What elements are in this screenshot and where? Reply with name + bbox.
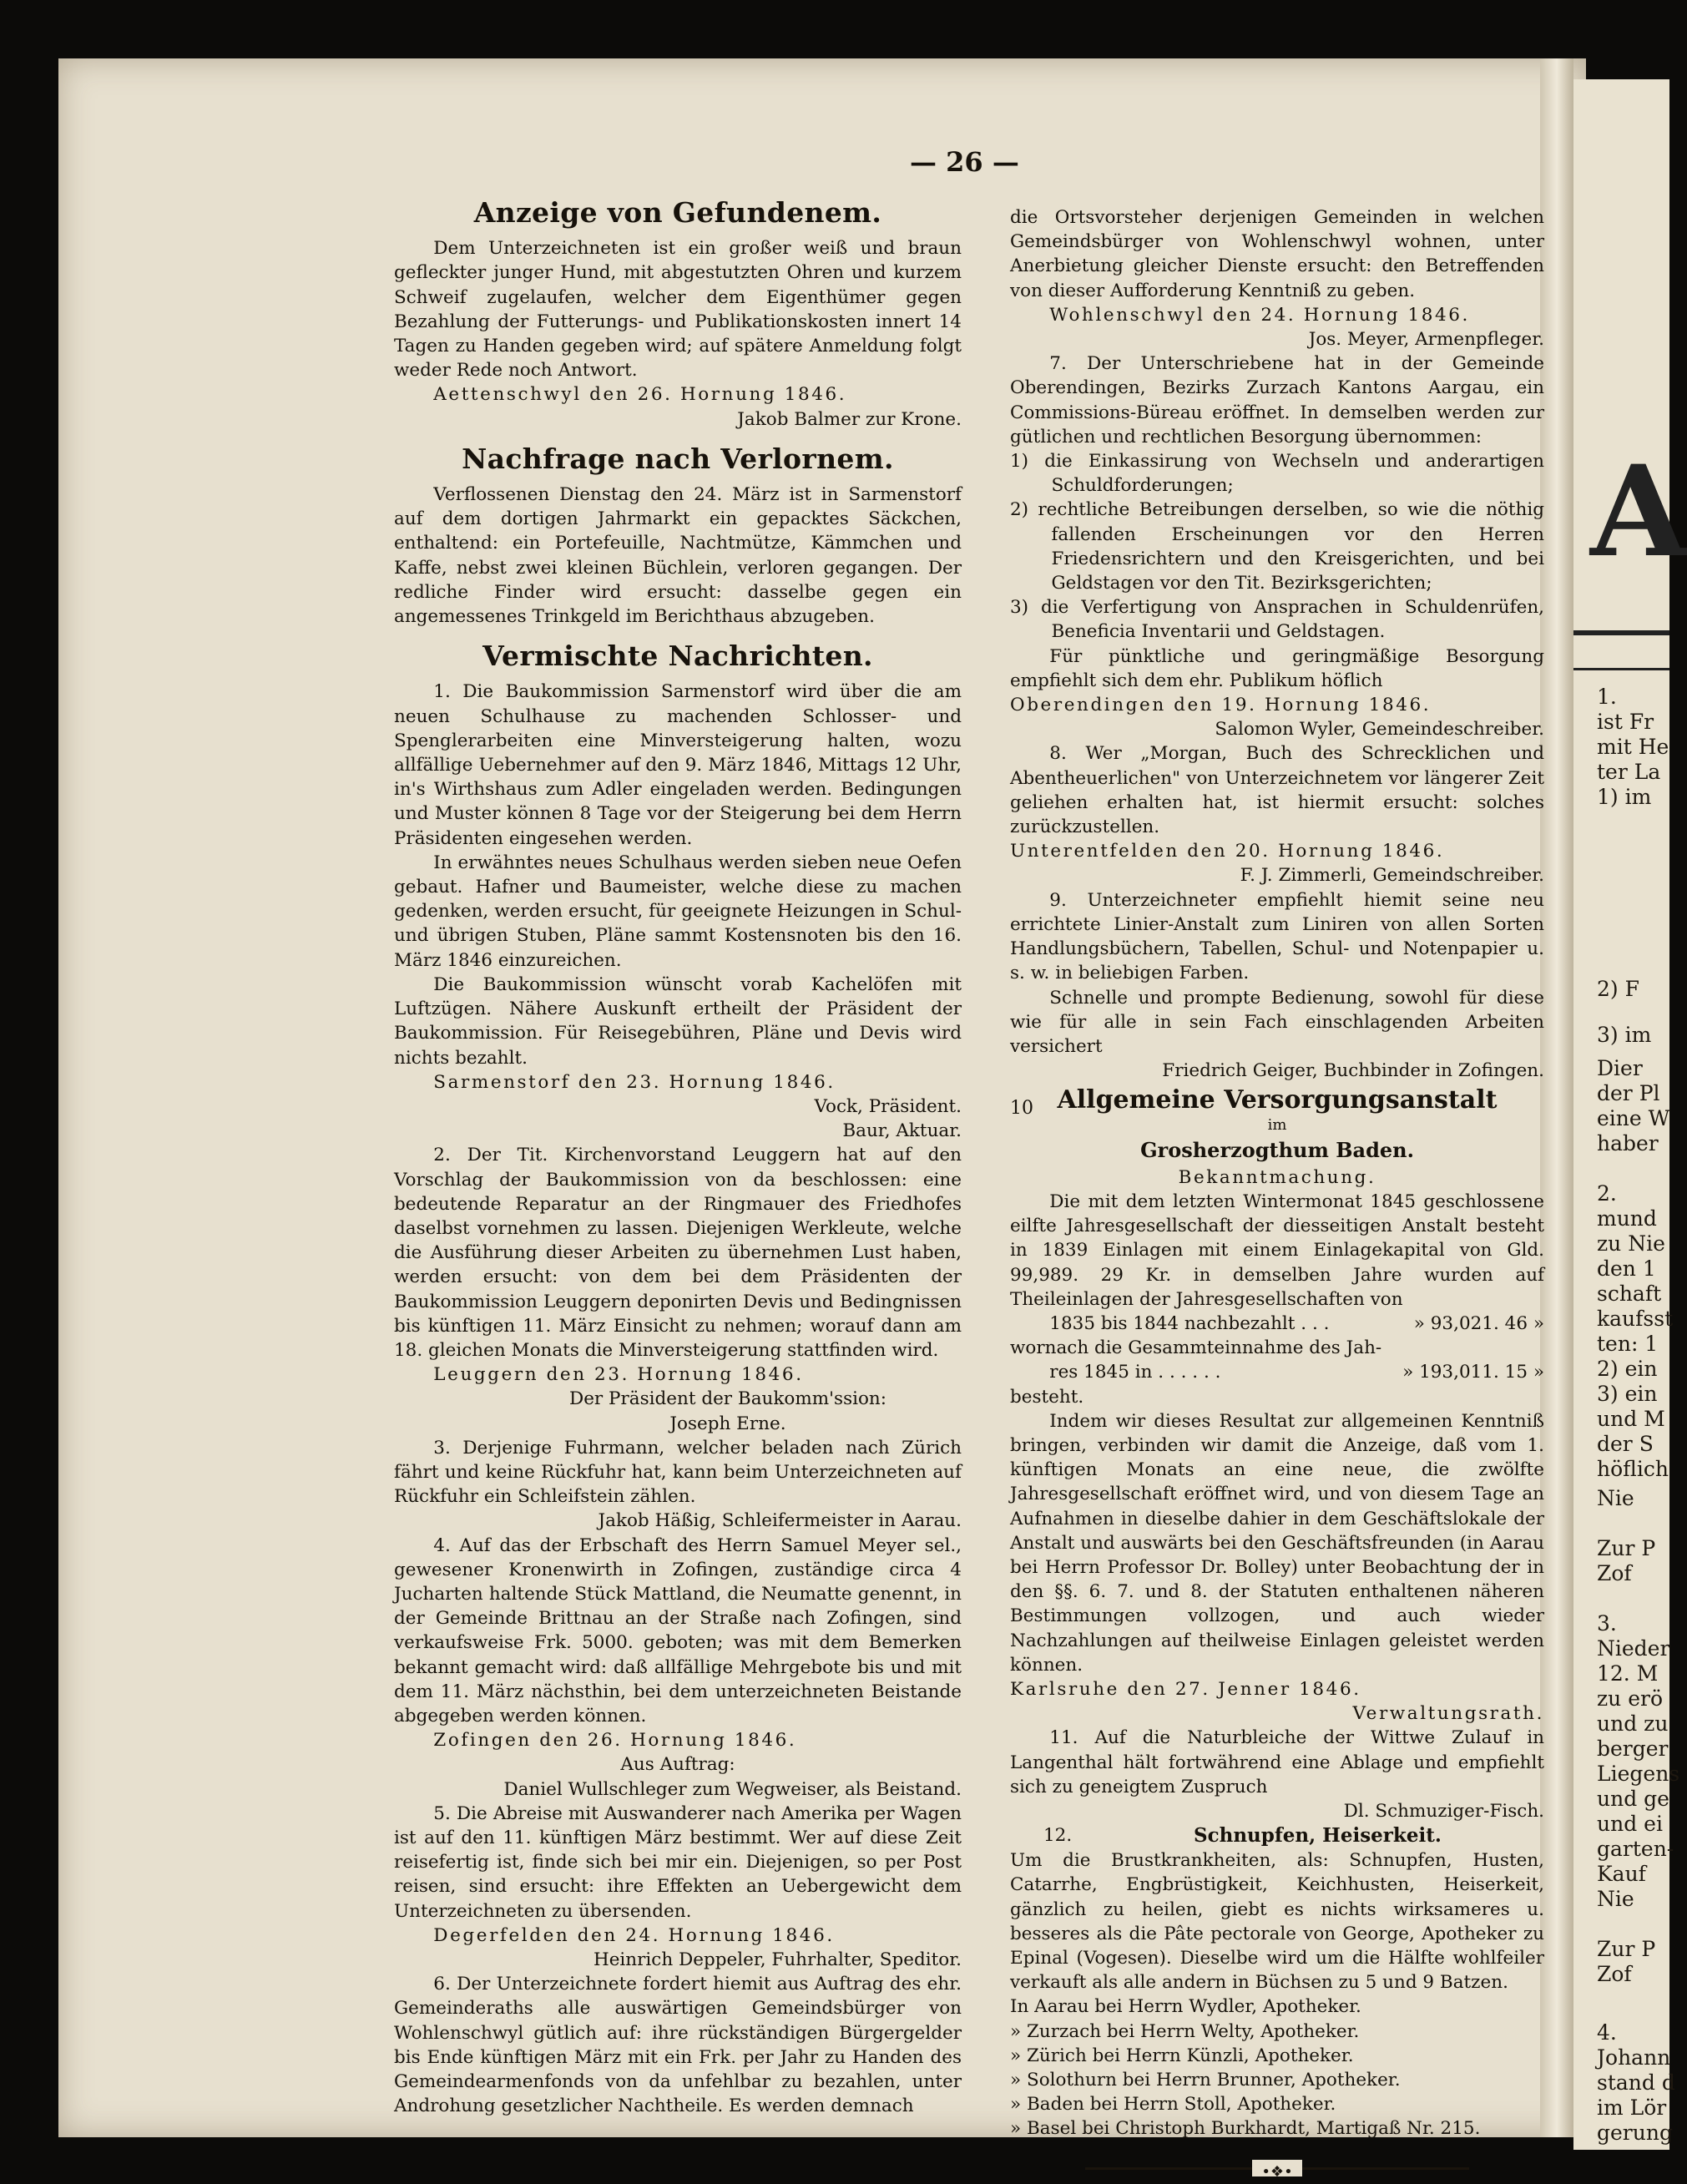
next-page-fragment: im Lör [1597,2096,1667,2120]
verloren-text: Verflossenen Dienstag den 24. März ist in Sarmenstorf auf dem dortigen Jahrmarkt ein gepacktes Säckchen, enthaltend: ein Portefeuille, Nachtmütze, Kämmchen und Kaffe, nebst zwei kleinen Büchlein, verloren gegangen. Der redliche Finder wird ersucht: dasselbe gegen ein angemessenes Trinkgeld im Berichthaus abzugeben. [394,484,962,628]
notice-7-place: Oberendingen den 19. Hornung 1846. [1010,695,1432,716]
next-page-fragment: ist Fr [1597,710,1654,734]
notice-3: 3. Derjenige Fuhrmann, welcher beladen nach Zürich fährt und keine Rückfuhr hat, kann beim Unterzeichneten auf Rückfuhr ein Schleifstein zählen. [394,1437,962,1508]
heading-verloren: Nachfrage nach Verlornem. [462,442,894,475]
notice-12-header [1010,1823,1544,1848]
next-page-fragment: zu erö [1597,1686,1664,1711]
next-page-fragment: Nie [1597,1486,1634,1510]
notice-4-auftrag: Aus Auftrag: [620,1754,735,1776]
notice-12-dealer-3: » Zürich bei Herrn Künzli, Apotheker. [1010,2045,1354,2066]
notice-4: 4. Auf das der Erbschaft des Herrn Samuel Meyer sel., gewesener Kronenwirth in Zofingen, zuständige circa 4 Jucharten haltende Stück Mattland, die Neumatte genennt, in der Gemeinde Brittnau an der Straße nach Zofingen, sind verkaufsweise Frk. 5000. geboten; was mit dem Bemerken bekannt gemacht wird: daß allfällige Mehrgebote bis und mit dem 11. März nächsthin, bei dem unterzeichneten Beistande abgegeben werden können. [394,1534,962,1726]
right-column [1010,205,1544,2181]
notice-5-sig: Heinrich Deppeler, Fuhrhalter, Speditor. [593,1949,962,1971]
notice-12-dealer-6: » Basel bei Christoph Burkhardt, Martigaß Nr. 215. [1010,2118,1481,2140]
next-page-fragment: zu Nie [1597,1231,1665,1256]
next-page-fragment: höflich [1597,1457,1669,1481]
notice-12-dealer-2: » Zurzach bei Herrn Welty, Apotheker. [1010,2020,1360,2042]
notice-2-place: Leuggern den 23. Hornung 1846. [433,1364,804,1386]
notice-6-place: Wohlenschwyl den 24. Hornung 1846. [1049,304,1470,326]
notice-5: 5. Die Abreise mit Auswanderer nach Amerika per Wagen ist auf den 11. künftigen März bestimmt. Wer auf diese Zeit reisefertig ist, finde sich bei mir ein. Diejenigen, so per Post reisen, sind ersucht: ihre Effekten an Uebergewicht dem Unterzeichneten zu übersenden. [394,1802,962,1922]
next-page-fragment: mund [1597,1206,1657,1231]
notice-2-sig-title: Der Präsident der Baukomm'ssion: [568,1388,887,1410]
notice-10-number: 10 [1010,1098,1033,1120]
notice-8: 8. Wer „Morgan, Buch des Schrecklichen und Abentheuerlichen" von Unterzeichnetem vor längerer Zeit geliehen erhalten hat, ist hiermit ersucht: solches zurückzustellen. [1010,743,1544,838]
next-page-fragment: der S [1597,1432,1654,1456]
next-page-fragment: und M [1597,1407,1665,1431]
notice-9-sig: Friedrich Geiger, Buchbinder in Zofingen. [1162,1060,1544,1082]
notice-11-sig: Dl. Schmuziger-Fisch. [1343,1801,1544,1822]
next-page-fragment: Nie [1597,1887,1634,1911]
next-page-fragment: Zof [1597,1561,1632,1585]
gefunden-place-date: Aettenschwyl den 26. Hornung 1846. [433,384,847,406]
page-number: — 26 — [910,146,1019,178]
next-page-initial-icon: A [1590,438,1687,585]
next-page-fragment: ter La [1597,760,1661,784]
end-ornament-knot-icon: •❖• [1252,2160,1302,2176]
notice-11: 11. Auf die Naturbleiche der Wittwe Zulauf in Langenthal hält fortwährend eine Ablage und empfiehlt sich zu geneigtem Zuspruch [1010,1727,1544,1797]
notice-7-sig: Salomon Wyler, Gemeindeschreiber. [1215,719,1544,741]
next-page-fragment: 1. [1597,685,1617,709]
next-page-fragment: Zur P [1597,1937,1656,1961]
next-page-fragment: 12. M [1597,1661,1659,1686]
next-page-fragment: Johann [1597,2045,1671,2070]
notice-4-sig: Daniel Wullschleger zum Wegweiser, als Beistand. [503,1778,962,1800]
next-page-fragment: eine W [1597,1106,1670,1130]
notice-6-sig: Jos. Meyer, Armenpfleger. [1308,329,1544,351]
next-page-fragment: ten: 1 [1597,1332,1659,1356]
notice-1-p3: Die Baukommission wünscht vorab Kachelöfen mit Luftzügen. Nähere Auskunft ertheilt der Präsident der Baukommission. Für Reisegebühren, Pläne und Devis wird nichts bezahlt. [394,973,962,1069]
next-page-fragment: gerung [1597,2121,1673,2145]
next-page-fragment: mit He [1597,735,1669,759]
next-page-fragment: Zur P [1597,1536,1656,1560]
next-page-fragment: der Pl [1597,1081,1660,1105]
notice-6: 6. Der Unterzeichnete fordert hiemit aus Auftrag des ehr. Gemeinderaths alle auswärtigen Gemeindsbürger von Wohlenschwyl gütlich auf: ihre rückständigen Bürgergelder bis Ende künftigen März mit ein Frk. per Jahr zu Handen des Gemeindearmenfonds von da unfehlbar zu bezahlen, unter Androhung gesetzlicher Nachtheile. Es werden demnach [394,1974,962,2117]
next-page-fragment: 2. [1597,1181,1617,1206]
notice-10-header [1010,1085,1544,1120]
next-page-fragment: und ei [1597,1812,1663,1836]
next-page-fragment: 2) ein [1597,1357,1658,1381]
next-page-fragment: Kauf [1597,1862,1646,1886]
notice-7-item-1: 1) die Einkassirung von Wechseln und anderartigen Schuldforderungen; [1010,451,1544,497]
notice-10-row-1-value: » 93,021. 46 » [1413,1312,1544,1334]
notice-12-dealer-5: » Baden bei Herrn Stoll, Apotheker. [1010,2094,1336,2116]
notice-2: 2. Der Tit. Kirchenvorstand Leuggern hat auf den Vorschlag der Baukommission von da beschlossen: eine bedeutende Reparatur an der Ringmauer des Friedhofes daselbst vornehmen zu lassen. Diejenigen Werkleute, welche die Ausführung dieser Arbeiten zu übernehmen Lust haben, werden ersucht: von dem bei dem Präsidenten der Baukommission Leuggern deponirten Devis und Bedingnissen bis künftigen 11. März Einsicht zu nehmen; worauf dann am 18. gleichen Monats die Minversteigerung stattfinden wird. [394,1145,962,1361]
next-page-fragment: schaft [1597,1282,1662,1306]
notice-10-row-2a: wornach die Gesammteinnahme des Jah- [1010,1337,1382,1359]
next-page-fragment: Dier [1597,1056,1643,1080]
notice-12-title: Schnupfen, Heiserkeit. [1194,1824,1442,1848]
end-ornament [1085,2160,1469,2181]
notice-1-p2: In erwähntes neues Schulhaus werden sieben neue Oefen gebaut. Hafner und Baumeister, welche diese zu machen gedenken, werden ersucht, für geeignete Heizungen in Schul- und übrigen Stuben, Pläne sammt Kostensnoten bis den 16. März 1846 einzureichen. [394,852,962,971]
next-page-fragment: 3) ein [1597,1382,1658,1406]
notice-10-p2: Indem wir dieses Resultat zur allgemeinen Kenntniß bringen, verbinden wir damit die Anzeige, daß vom 1. künftigen Monats an eine neue, die zwölfte Jahresgesellschaft eröffnet wird, und von diesem Tage an Aufnahmen in dieselbe dahier in dem Geschäftslokale der Anstalt und auswärts bei den Geschäftsfreunden (in Aarau bei Herrn Professor Dr. Bolley) unter Beobachtung der in den §§. 6. 7. und 8. der Statuten enthaltenen näheren Bestimmungen vollzogen, und auch wieder Nachzahlungen auf theilweise Einlagen geleistet werden können. [1010,1410,1544,1676]
next-page-fragment: den 1 [1597,1256,1656,1281]
next-page-fragment: stand d [1597,2070,1675,2095]
notice-4-place: Zofingen den 26. Hornung 1846. [433,1730,797,1752]
page-edge [1540,58,1573,2137]
notice-12-number: 12. [1043,1825,1073,1847]
notice-10-im: im [1267,1115,1287,1134]
next-page-fragment: garten- [1597,1837,1674,1861]
notice-2-sig-name: Joseph Erne. [669,1413,786,1434]
notice-7-tail: Für pünktliche und geringmäßige Besorgung empfiehlt sich dem ehr. Publikum höflich [1010,645,1544,691]
notice-10-row-2-label: res 1845 in . . . . . . [1049,1362,1221,1383]
next-page-fragment: und ge [1597,1787,1669,1811]
notice-10-subtitle: Grosherzogthum Baden. [1140,1137,1414,1162]
notice-10-row-1 [1010,1312,1544,1336]
notice-8-place: Unterentfelden den 20. Hornung 1846. [1010,841,1445,862]
notice-10-bekanntmachung: Bekanntmachung. [1178,1166,1376,1188]
next-page-fragment: berger [1597,1737,1669,1761]
notice-12-dealer-1: In Aarau bei Herrn Wydler, Apotheker. [1010,1996,1361,2018]
notice-10-place: Karlsruhe den 27. Jenner 1846. [1010,1678,1361,1700]
heading-gefunden: Anzeige von Gefundenem. [473,196,882,229]
notice-7-item-2: 2) rechtliche Betreibungen derselben, so wie die nöthig fallenden Erscheinungen vor den Herren Friedensrichtern und den Kreisgerichten, und bei Geldstagen vor den Tit. Bezirksgerichten; [1010,499,1544,594]
notice-12-text: Um die Brustkrankheiten, als: Schnupfen, Husten, Catarrhe, Engbrüstigkeit, Keichhusten, Heiserkeit, gänzlich zu heilen, giebt es nichts wirksameres u. besseres als die Pâte pectorale von George, Apotheker zu Epinal (Vogesen). Dieselbe wird um die Hälfte wohlfeiler verkauft als alle andern in Büchsen zu 5 und 9 Batzen. [1010,1850,1544,1994]
next-page-fragment: 4. [1597,2020,1617,2045]
notice-1-p1: 1. Die Baukommission Sarmenstorf wird über die am neuen Schulhause zu machenden Schlosser- und Spenglerarbeiten eine Minversteigerung halten, wozu allfällige Uebernehmer auf den 9. März 1846, Mittags 12 Uhr, in's Wirthshaus zum Adler eingeladen werden. Bedingungen und Muster können 8 Tage vor der Steigerung bei dem Herrn Präsidenten eingesehen werden. [394,681,962,849]
notice-1-sig-president: Vock, Präsident. [814,1095,962,1117]
notice-10-row-2-value: » 193,011. 15 » [1402,1362,1544,1383]
next-page-fragment: 1) im [1597,785,1652,809]
notice-9: 9. Unterzeichneter empfiehlt hiemit seine neu errichtete Linier-Anstalt zum Liniren von allen Sorten Handlungsbüchern, Tabellen, Schul- und Notenpapier u. s. w. in beliebigen Farben. [1010,889,1544,984]
left-column [394,194,962,2118]
notice-1-place: Sarmenstorf den 23. Hornung 1846. [433,1071,836,1093]
notice-12-dealer-4: » Solothurn bei Herrn Brunner, Apotheker. [1010,2070,1401,2091]
next-page-sliver [1573,79,1687,2150]
notice-5-place: Degerfelden den 24. Hornung 1846. [433,1924,835,1946]
notice-10-besteht: besteht. [1010,1386,1084,1408]
notice-10-p1: Die mit dem letzten Wintermonat 1845 geschlossene eilfte Jahresgesellschaft der diesseitigen Anstalt besteht in 1839 Einlagen mit einem Einlagekapital von Gld. 99,989. 29 Kr. in demselben Jahre wurden auf Theileinlagen der Jahresgesellschaften von [1010,1191,1544,1310]
notice-3-sig: Jakob Häßig, Schleifermeister in Aarau. [598,1510,962,1532]
next-page-fragment: haber [1597,1131,1659,1155]
next-page-fragment: kaufsst [1597,1307,1674,1331]
next-page-fragment: 2) F [1597,977,1639,1001]
notice-10-sig: Verwaltungsrath. [1352,1703,1544,1725]
notice-7: 7. Der Unterschriebene hat in der Gemeinde Oberendingen, Bezirks Zurzach Kantons Aargau, ein Commissions-Büreau eröffnet. In demselben werden zur gütlichen und rechtlichen Besorgung übernommen: [1010,353,1544,447]
notice-10-row-1-label: 1835 bis 1844 nachbezahlt . . . [1049,1312,1330,1334]
gefunden-text: Dem Unterzeichneten ist ein großer weiß und braun gefleckter junger Hund, mit abgestutzten Ohren und kurzem Schweif zugelaufen, welcher dem Eigenthümer gegen Bezahlung der Futterungs- und Publikationskosten innert 14 Tagen zu Handen gegeben wird; auf spätere Anmeldung folgt weder Rede noch Antwort. [394,238,962,382]
next-page-fragment: Nieder [1597,1636,1670,1661]
next-page-fragment: Zof [1597,1962,1632,1986]
notice-9-b: Schnelle und prompte Bedienung, sowohl für diese wie für alle in sein Fach einschlagenden Arbeiten versichert [1010,987,1544,1057]
notice-1-sig-aktuar: Baur, Aktuar. [842,1120,962,1142]
notice-10-title: Allgemeine Versorgungsanstalt [1057,1085,1498,1115]
notice-6-continued: die Ortsvorsteher derjenigen Gemeinden in welchen Gemeindsbürger von Wohlenschwyl wohnen, unter Anerbietung gleicher Dienste ersucht: den Betreffenden von dieser Aufforderung Kenntniß zu geben. [1010,207,1544,301]
gefunden-signature: Jakob Balmer zur Krone. [737,408,962,430]
next-page-fragment: und zu [1597,1711,1669,1736]
next-page-rule [1573,630,1669,635]
next-page-fragment: 3) im [1597,1023,1652,1047]
notice-7-item-3: 3) die Verfertigung von Ansprachen in Schuldenrüfen, Beneficia Inventarii und Geldstagen. [1010,597,1544,643]
heading-vermischte: Vermischte Nachrichten. [482,640,873,673]
next-page-rule-thin [1573,668,1669,670]
notice-10-row-2 [1010,1360,1544,1384]
next-page-fragment: 3. [1597,1611,1617,1635]
notice-8-sig: F. J. Zimmerli, Gemeindschreiber. [1240,865,1544,887]
next-page-fragment: Liegens [1597,1762,1680,1786]
